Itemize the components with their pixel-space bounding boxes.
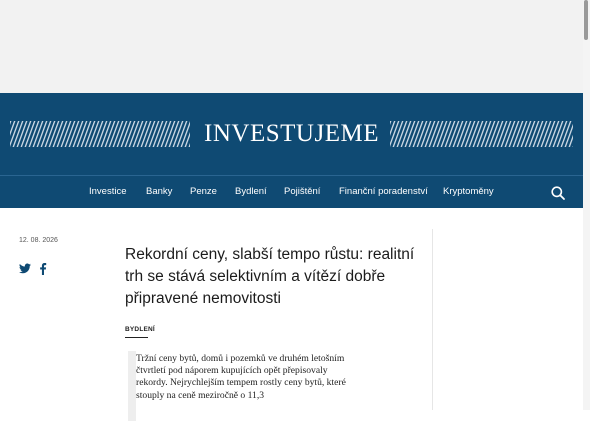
decorative-stripes-right [390,121,573,147]
nav-item-bydleni[interactable]: Bydlení [235,186,267,197]
article-perex: Tržní ceny bytů, domů i pozemků ve druhém letošním čtvrtletí pod náporem kupujících opět přepisovaly rekordy. Nejrychlejším tempem rostly ceny bytů, které stouply na ceně meziročně o 11,3 [136,353,346,401]
nav-item-penze[interactable]: Penze [190,186,217,197]
nav-item-investice[interactable]: Investice [89,186,127,197]
sidebar-divider [432,229,433,410]
scrollbar-thumb[interactable] [584,0,588,40]
ad-space [0,0,583,93]
scrollbar[interactable] [583,0,590,410]
perex-background [128,351,136,421]
nav-item-financni-poradenstvi[interactable]: Finanční poradenství [339,186,428,197]
nav-item-kryptomeny[interactable]: Kryptoměny [443,186,494,197]
nav-item-banky[interactable]: Banky [146,186,173,197]
main-navigation [0,176,583,208]
site-logo[interactable]: INVESTUJEME [204,120,379,147]
article-category[interactable]: BYDLENÍ [125,326,155,333]
nav-item-pojisteni[interactable]: Pojištění [284,186,321,197]
masthead-top [0,93,583,175]
category-underline [125,337,148,338]
twitter-icon[interactable] [19,263,31,274]
search-icon[interactable] [550,185,566,201]
article-title: Rekordní ceny, slabší tempo růstu: realitní trh se stává selektivním a vítězí dobře připravené nemovitosti [125,246,415,307]
masthead [0,93,583,208]
article-date: 12. 08. 2026 [19,237,58,244]
facebook-icon[interactable] [39,263,47,275]
